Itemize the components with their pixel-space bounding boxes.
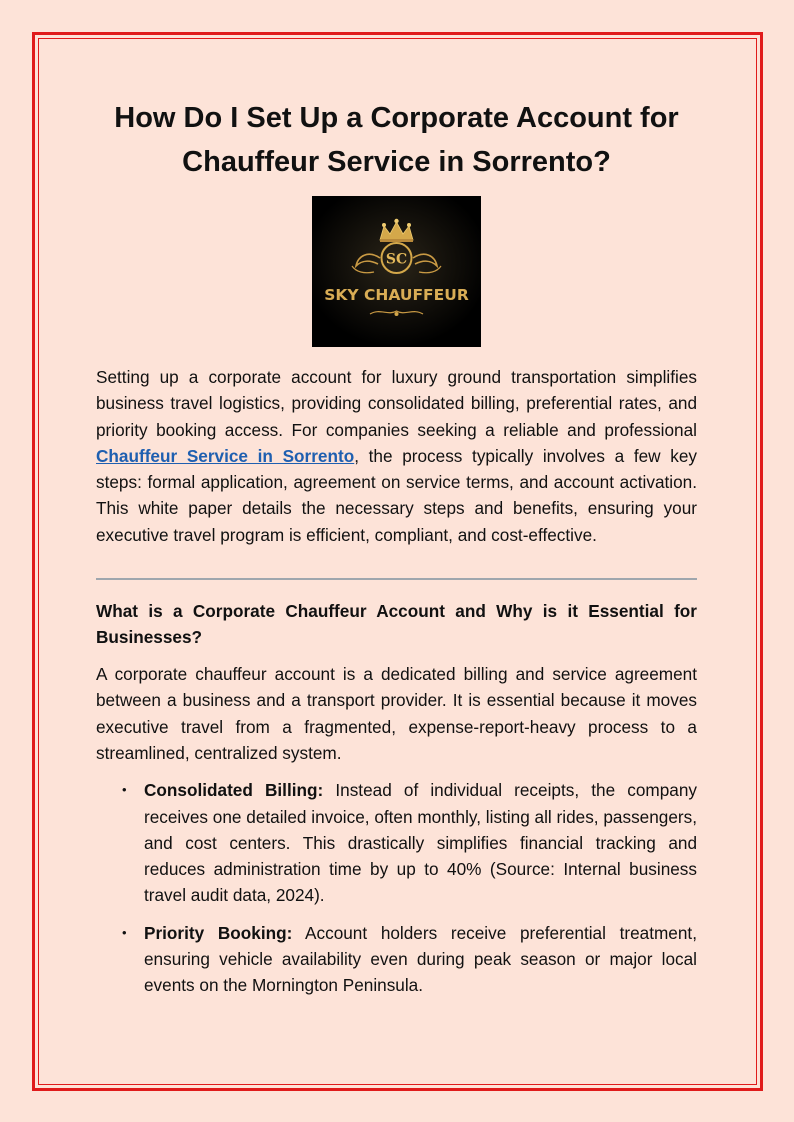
logo-container [96,196,697,347]
benefits-list [96,777,697,998]
logo-brand-text: SKY CHAUFFEUR [324,286,469,304]
section-paragraph: A corporate chauffeur account is a dedicated billing and service agreement between a business and a transport provider. It is essential because it moves executive travel from a fragmented, expense-report-heavy process to a streamlined, centralized system. [96,664,697,763]
bullet-icon: • [122,782,127,798]
list-item-label: Consolidated Billing: [144,780,324,801]
list-item-text: Account holders receive preferential treatment, ensuring vehicle availability even during peak season or major local events on the Mornington Peninsula. [144,922,697,996]
page-title: How Do I Set Up a Corporate Account for Chauffeur Service in Sorrento? [114,102,679,178]
bullet-icon: • [122,924,127,940]
intro-text-end: , the process typically involves a few key steps: formal application, agreement on service terms, and account activation. This white paper details the necessary steps and benefits, ensuring your executive travel program is efficient, compliant, and cost-effective. [96,445,697,545]
document-body [96,96,697,1010]
list-item [122,920,697,999]
list-item [122,777,697,908]
chauffeur-service-link[interactable]: Chauffeur Service in Sorrento [96,445,355,466]
list-item-label: Priority Booking: [144,922,293,943]
intro-text-start: Setting up a corporate account for luxury ground transportation simplifies business travel logistics, providing consolidated billing, preferential rates, and priority booking access. For companies seeking a reliable and professional [96,367,697,440]
section-divider [96,578,697,580]
section-heading: What is a Corporate Chauffeur Account and Why is it Essential for Businesses? [96,601,697,648]
list-item-text: Instead of individual receipts, the company receives one detailed invoice, often monthly, listing all rides, passengers, and cost centers. This drastically simplifies financial tracking and reduces administration time by up to 40% (Source: Internal business travel audit data, 2024). [144,780,697,906]
sky-chauffeur-logo [312,196,481,347]
crown-logo-icon [312,196,481,347]
logo-monogram: SC [385,251,408,268]
intro-paragraph [96,364,697,548]
